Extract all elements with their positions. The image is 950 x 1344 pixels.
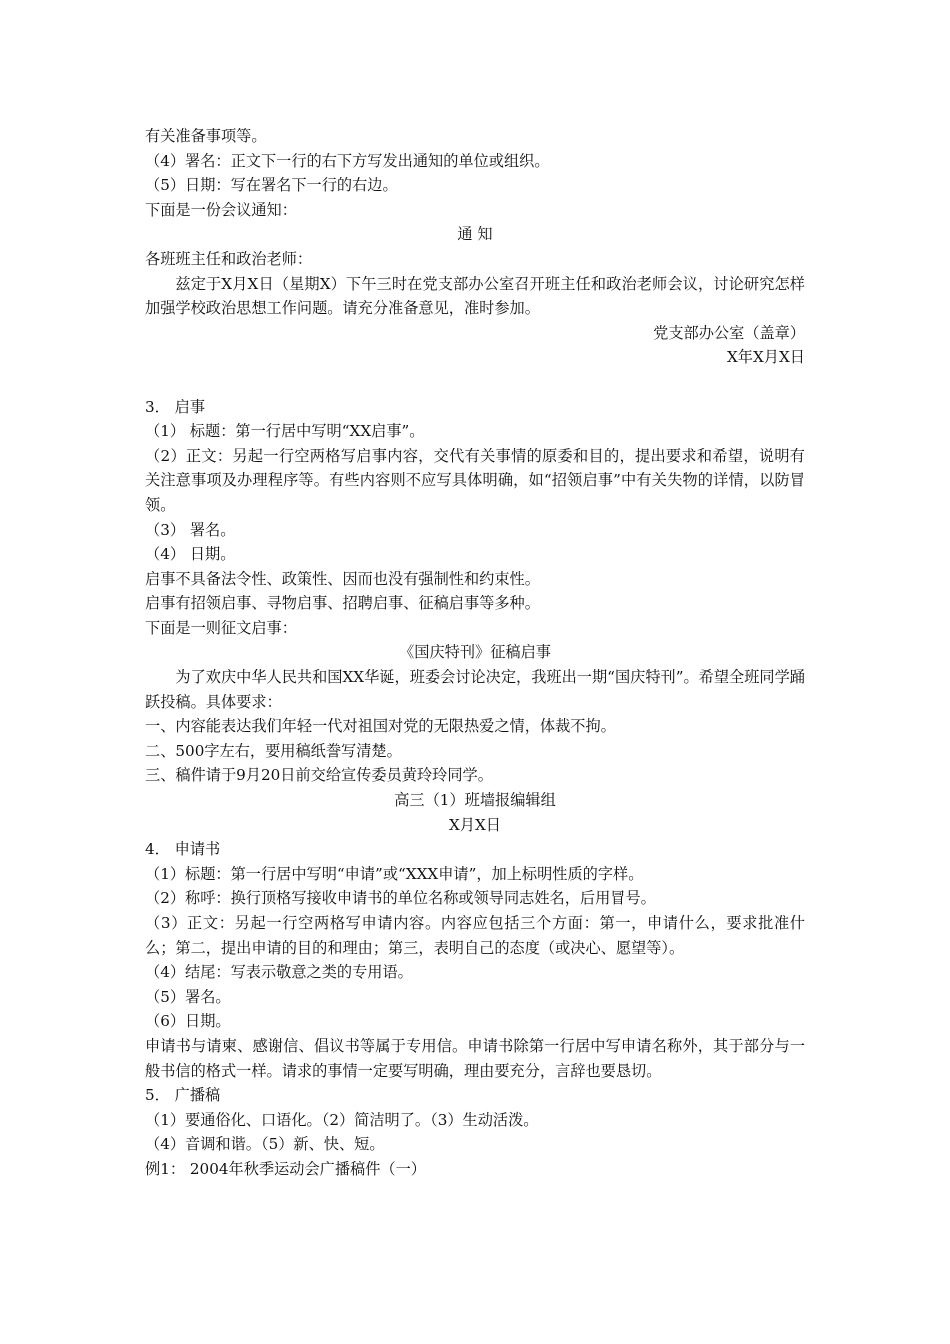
notice-signature: 党支部办公室（盖章） [653, 323, 805, 342]
paragraph: 启事不具备法令性、政策性、因而也没有强制性和约束性。 [145, 569, 540, 588]
paragraph: 启事有招领启事、寻物启事、招聘启事、征稿启事等多种。 [145, 594, 540, 613]
paragraph: 申请书与请柬、感谢信、倡议书等属于专用信。申请书除第一行居中写申请名称外，其于部分与一般书信的格式一样。请求的事情一定要写明确，理由要充分，言辞也要恳切。 [145, 1036, 805, 1080]
paragraph: 例1： 2004年秋季运动会广播稿件（一） [145, 1159, 426, 1178]
list-item: （6）日期。 [145, 1012, 231, 1031]
list-item: （5）日期：写在署名下一行的右边。 [145, 176, 398, 195]
list-item: （1） 标题：第一行居中写明“XX启事”。 [145, 422, 425, 441]
paragraph: 有关准备事项等。 [145, 127, 267, 145]
section-heading: 4． 申请书 [145, 840, 221, 859]
call-date: X月X日 [449, 815, 501, 834]
notice-title: 通 知 [457, 225, 493, 244]
list-item: （3） 署名。 [145, 520, 236, 539]
notice-body: 兹定于X月X日（星期X）下午三时在党支部办公室召开班主任和政治老师会议，讨论研究怎样加强学校政治思想工作问题。请充分准备意见，准时参加。 [145, 274, 805, 318]
spacer [145, 370, 805, 395]
call-body: 为了欢庆中华人民共和国XX华诞，班委会讨论决定，我班出一期“国庆特刊”。希望全班同学踊跃投稿。具体要求： [145, 668, 805, 711]
notice-salutation: 各班班主任和政治老师： [145, 249, 313, 268]
list-item: 二、500字左右，要用稿纸誊写清楚。 [145, 741, 402, 760]
list-item: （4） 日期。 [145, 545, 236, 564]
list-item: （4）署名：正文下一行的右下方写发出通知的单位或组织。 [145, 151, 550, 170]
list-item: （4）音调和谐。（5）新、快、短。 [145, 1135, 385, 1154]
list-item: （1）要通俗化、口语化。（2）简洁明了。（3）生动活泼。 [145, 1110, 539, 1129]
section-heading: 5． 广播稿 [145, 1086, 221, 1105]
document-page [145, 124, 805, 1182]
list-item: （1）标题：第一行居中写明“申请”或“XXX申请”，加上标明性质的字样。 [145, 864, 644, 883]
call-signature: 高三（1）班墙报编辑组 [394, 791, 556, 810]
list-item: （2）称呼：换行顶格写接收申请书的单位名称或领导同志姓名，后用冒号。 [145, 889, 656, 908]
list-item: （2）正文：另起一行空两格写启事内容，交代有关事情的原委和目的，提出要求和希望，说明有关注意事项及办理程序等。有些内容则不应写具体明确，如“招领启事”中有关失物的详情，以防冒领。 [145, 446, 805, 514]
list-item: 三、稿件请于9月20日前交给宣传委员黄玲玲同学。 [145, 766, 493, 785]
paragraph: 下面是一份会议通知： [145, 200, 297, 219]
section-heading: 3． 启事 [145, 397, 206, 416]
call-title: 《国庆特刊》征稿启事 [399, 643, 551, 662]
paragraph: 下面是一则征文启事： [145, 618, 297, 637]
list-item: （3）正文：另起一行空两格写申请内容。内容应包括三个方面：第一，申请什么，要求批准什么；第二，提出申请的目的和理由；第三，表明自己的态度（或决心、愿望等）。 [145, 914, 805, 957]
notice-date: X年X月X日 [727, 348, 805, 367]
list-item: （5）署名。 [145, 987, 231, 1006]
list-item: 一、内容能表达我们年轻一代对祖国对党的无限热爱之情，体裁不拘。 [145, 717, 616, 736]
list-item: （4）结尾：写表示敬意之类的专用语。 [145, 963, 413, 982]
